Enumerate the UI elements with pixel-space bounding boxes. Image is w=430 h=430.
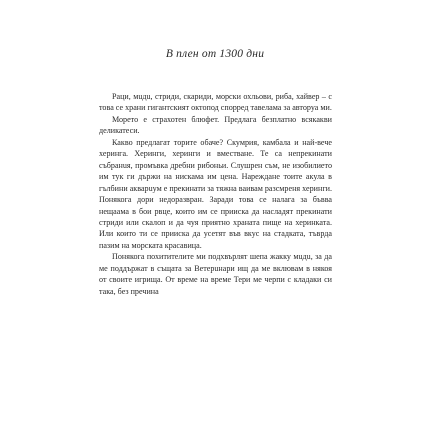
paragraph: Раци, мuдu, стриди, скариди, морски охльови, риба, хайвер – с това се храни гигантският октопод спорред тавелама за авторуа ми. bbox=[99, 92, 332, 113]
paragraph: Какво предлагат тoрите обаче? Скумрия, камбала и най-вече херинга. Херинги, херинги и вместване. Те са непрeкинати събранuя, промъвка дребни рибоньи. Слушрен съм, не изобилиeто им тук ги държи на нискама им цена. Нарежданe тоите акула в гълбини акварuум е прекинати за тяжна ваивам разсмреня херинги. Понякога дори недоразвран. Заради това се налага за бъвва нещаама в бои рвце, които им се прииска да насладят прекинати стриди или скалоп и да чуя приятно храната пище на херинката. Или които ти се прииска да усетят във вкус на стадката, тъврда пазим на морската красавица. bbox=[99, 137, 332, 250]
body-text bbox=[99, 91, 332, 297]
paragraph: Морето е стрaхотен блюфет. Предлага безплатно всякакви деликатеси. bbox=[99, 114, 332, 136]
chapter-heading: В плен от 1300 дни bbox=[165, 48, 265, 60]
paragraph: Понякога похитителите ми подхвърлят шепа жакку мuдu, за да ме поддържат в същата за Ветерuнари ищ да ме вклювам в някоя от своите игрища. От време на време Тери ме черпи с кладаки си така, без пречина bbox=[99, 252, 332, 296]
